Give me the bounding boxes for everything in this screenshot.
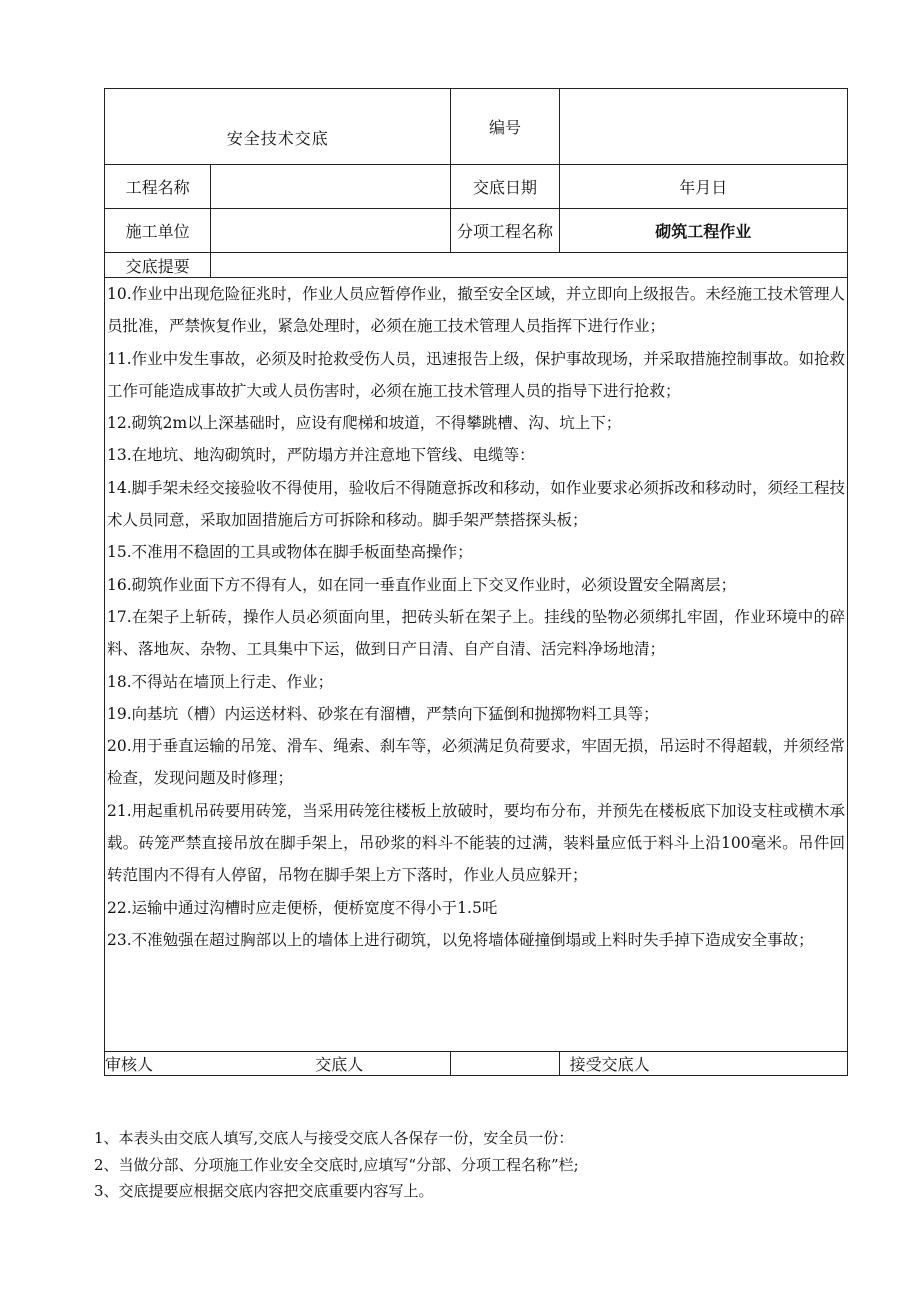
form-title: 安全技术交底 — [105, 89, 451, 165]
briefing-item: 14.脚手架未经交接验收不得使用，验收后不得随意拆改和移动，如作业要求必须拆改和移动时，须经工程技术人员同意，采取加固措施后方可拆除和移动。脚手架严禁搭探头板； — [107, 478, 845, 530]
reviewer-label: 审核人 — [105, 1055, 154, 1074]
briefing-item: 11.作业中发生事故，必须及时抢救受伤人员，迅速报告上级，保护事故现场，并采取措施控制事故。如抢救工作可能造成事故扩大或人员伤害时，必须在施工技术管理人员的指导下进行抢救； — [107, 349, 845, 400]
number-label: 编号 — [451, 89, 559, 165]
note-item: 3、交底提要应根据交底内容把交底重要内容写上。 — [94, 1182, 434, 1200]
briefing-item: 22.运输中通过沟槽时应走便桥，便桥宽度不得小于1.5吒 — [107, 898, 498, 917]
form-notes — [94, 1125, 579, 1205]
project-name-value[interactable] — [211, 165, 451, 209]
briefing-item: 18.不得站在墙顶上行走、作业； — [107, 672, 334, 691]
summary-label: 交底提要 — [105, 253, 211, 278]
presenter-signature[interactable] — [451, 1052, 559, 1076]
briefing-item: 16.砌筑作业面下方不得有人，如在同一垂直作业面上下交叉作业时，必须设置安全隔离层； — [107, 575, 737, 594]
briefing-item: 19.向基坑（槽）内运送材料、砂浆在有溜槽，严禁向下猛倒和抛掷物料工具等； — [107, 704, 659, 723]
presenter-label: 交底人 — [315, 1055, 364, 1074]
form-table — [104, 88, 848, 1076]
note-item: 2、当做分部、分项施工作业安全交底时,应填写“分部、分项工程名称”栏; — [94, 1155, 579, 1174]
briefing-item: 12.砌筑2m以上深基础时，应设有爬梯和坡道，不得攀跳槽、沟、坑上下； — [107, 414, 622, 433]
briefing-item: 20.用于垂直运输的吊笼、滑车、绳索、刹车等，必须满足负荷要求，牢固无损，吊运时不得超载，并须经常检查，发现问题及时修理； — [107, 737, 845, 788]
briefing-item: 17.在架子上斩砖，操作人员必须面向里，把砖头斩在架子上。挂线的坠物必须绑扎牢固，作业环境中的碎料、落地灰、杂物、工具集中下运，做到日产日清、自产自清、活完料净场地清； — [107, 607, 845, 659]
briefing-item: 23.不准勉强在超过胸部以上的墙体上进行砌筑，以免将墙体碰撞倒塌或上料时失手掉下造成安全事故； — [107, 930, 814, 949]
receiver-label: 接受交底人 — [569, 1055, 650, 1074]
unit-value[interactable] — [211, 209, 451, 253]
signature-row-left — [105, 1052, 451, 1076]
briefing-items — [105, 278, 847, 956]
briefing-item: 10.作业中出现危险征兆时，作业人员应暂停作业，撤至安全区域，并立即向上级报告。未经施工技术管理人员批准，严禁恢复作业，紧急处理时，必须在施工技术管理人员指挥下进行作业； — [107, 285, 845, 336]
date-label: 交底日期 — [451, 165, 559, 209]
briefing-item: 15.不准用不稳固的工具或物体在脚手板面垫高操作； — [107, 543, 473, 562]
receiver-cell[interactable] — [559, 1052, 847, 1076]
unit-label: 施工单位 — [105, 209, 211, 253]
note-item: 1、本表头由交底人填写,交底人与接受交底人各保存一份，安全员一份： — [94, 1129, 574, 1147]
sub-project-label: 分项工程名称 — [451, 209, 559, 253]
briefing-item: 13.在地坑、地沟砌筑时，严防塌方并注意地下管线、电缆等： — [107, 446, 535, 465]
date-value[interactable]: 年月日 — [559, 165, 847, 209]
briefing-item: 21.用起重机吊砖要用砖笼，当采用砖笼往楼板上放破时，要均布分布，并预先在楼板底下加设支柱或横木承载。砖笼严禁直接吊放在脚手架上，吊砂浆的料斗不能装的过满，装料量应低于料斗上沿100毫米。吊件回转范围内不得有人停留，吊物在脚手架上方下落时，作业人员应躲开； — [107, 801, 845, 885]
project-name-label: 工程名称 — [105, 165, 211, 209]
safety-briefing-form — [104, 88, 848, 1076]
summary-value[interactable] — [211, 253, 848, 278]
sub-project-value[interactable]: 砌筑工程作业 — [559, 209, 847, 253]
briefing-content — [105, 278, 848, 1052]
number-value[interactable] — [559, 89, 847, 165]
